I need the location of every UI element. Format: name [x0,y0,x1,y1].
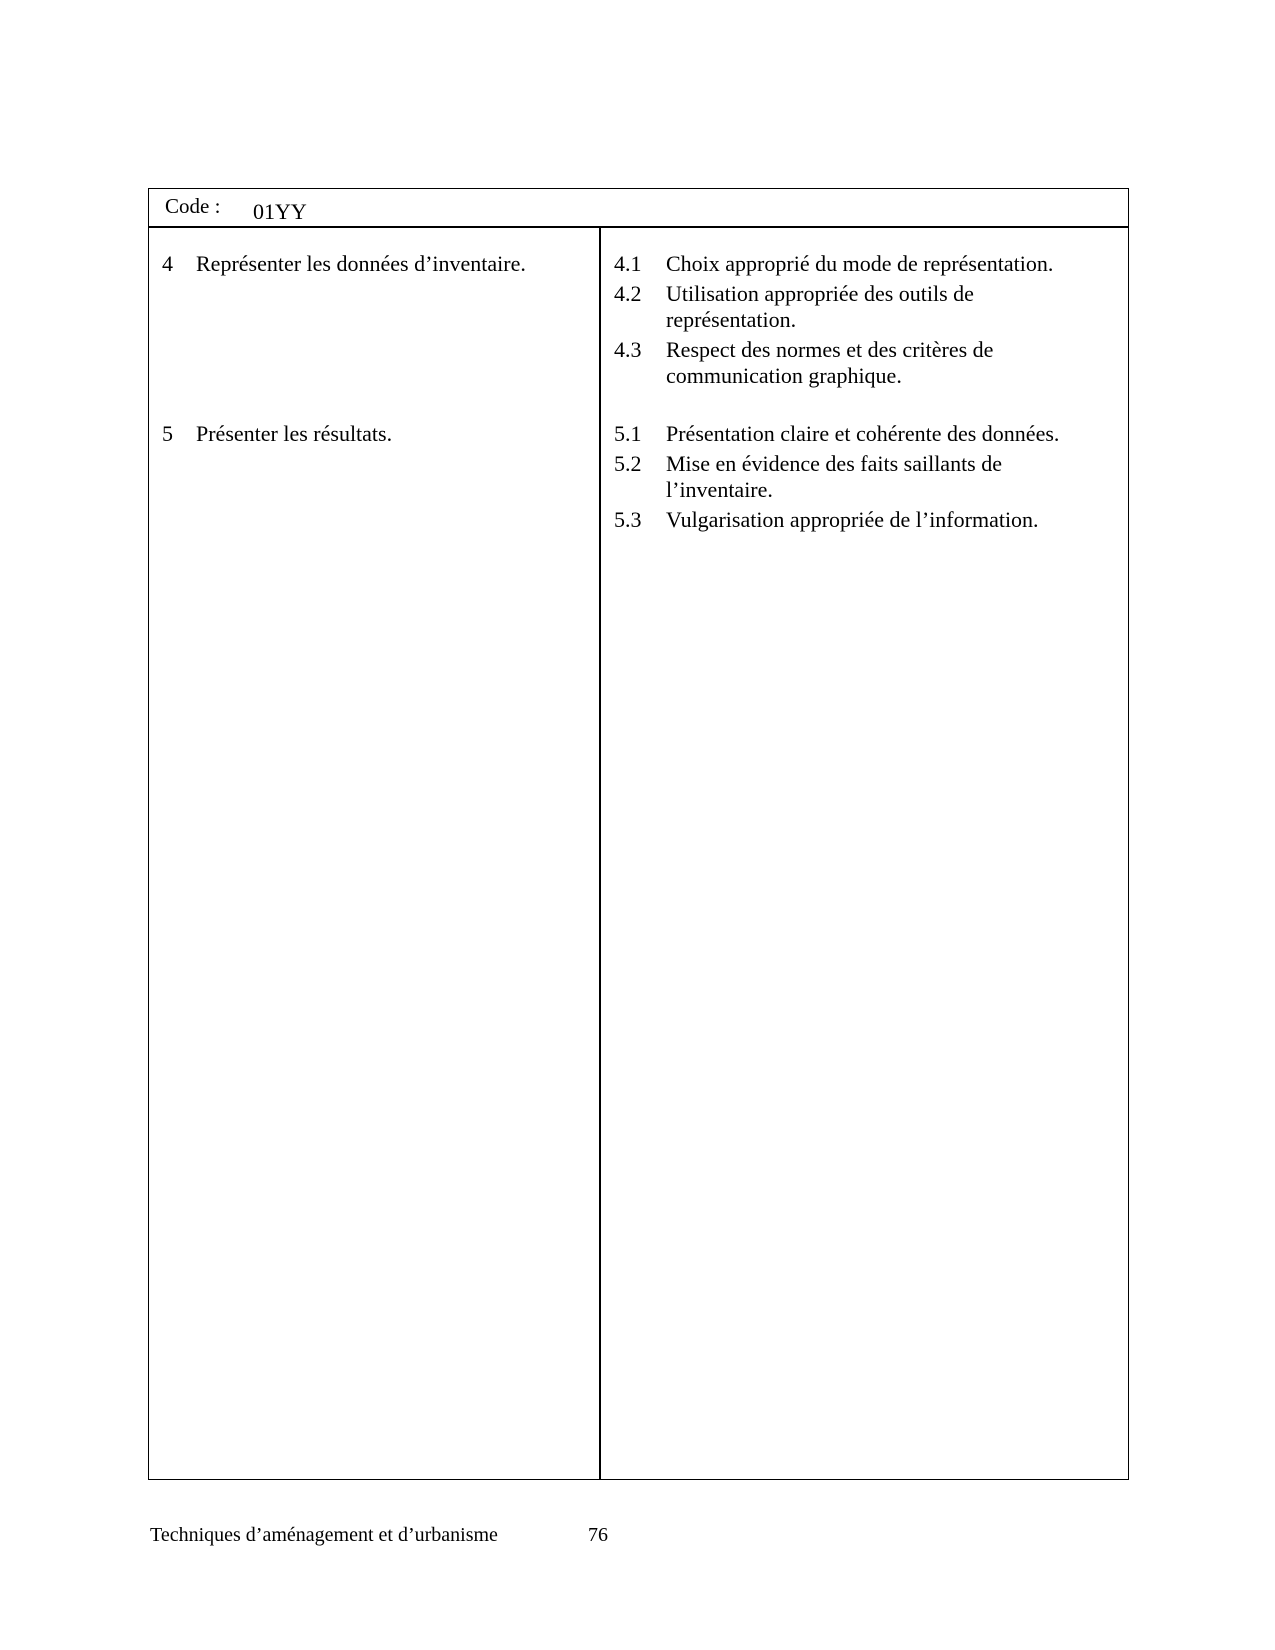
criterion-text: Respect des normes et des critères de communication graphique. [666,337,994,388]
criterion-4-1 [614,251,1114,277]
competency-table [148,188,1129,1480]
element-4 [162,251,526,277]
element-number: 4 [162,251,173,276]
footer-title: Techniques d’aménagement et d’urbanisme [150,1524,498,1546]
criterion-number: 5.2 [614,451,642,476]
criterion-number: 5.3 [614,507,642,532]
code-value: 01YY [253,199,307,224]
criterion-text: Choix approprié du mode de représentation. [666,251,1054,276]
criterion-number: 4.3 [614,337,642,362]
criterion-text: Vulgarisation appropriée de l’information. [666,507,1039,532]
criterion-text: Mise en évidence des faits saillants de l’inventaire. [666,451,1003,502]
criterion-5-2 [614,451,1114,503]
criterion-5-3 [614,507,1114,533]
column-divider [599,228,601,1479]
element-5 [162,421,392,447]
page-number: 76 [588,1524,608,1546]
criterion-text: Utilisation appropriée des outils de représentation. [666,281,974,332]
criterion-4-2 [614,281,1114,333]
criterion-5-1 [614,421,1114,447]
criterion-number: 4.1 [614,251,642,276]
code-label: Code : [165,194,221,218]
element-text: Présenter les résultats. [196,421,393,446]
criterion-4-3 [614,337,1114,389]
criterion-text: Présentation claire et cohérente des données. [666,421,1060,446]
criterion-number: 5.1 [614,421,642,446]
element-number: 5 [162,421,173,446]
element-text: Représenter les données d’inventaire. [196,251,526,276]
code-row [149,189,1128,228]
criterion-number: 4.2 [614,281,642,306]
